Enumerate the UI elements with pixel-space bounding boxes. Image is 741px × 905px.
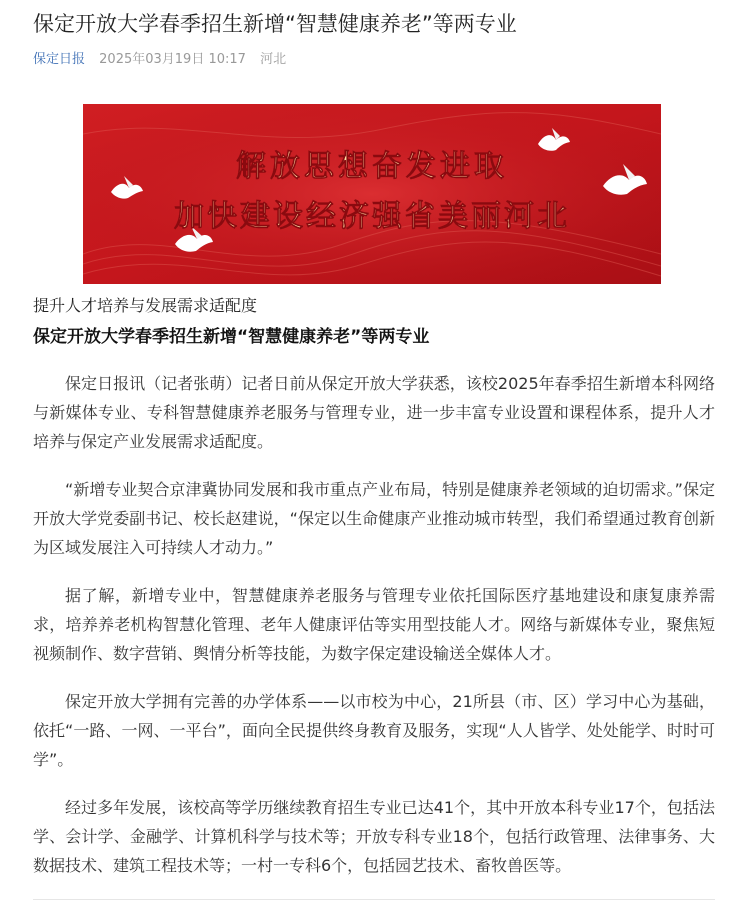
source-link[interactable]: 保定日报 xyxy=(33,52,86,67)
region-label: 河北 xyxy=(260,52,287,67)
paragraph: 据了解，新增专业中，智慧健康养老服务与管理专业依托国际医疗基地建设和康复康养需求，培养养老机构智慧化管理、老年人健康评估等实用型技能人才。网络与新媒体专业，聚焦短视频制作、数字营销、舆情分析等技能，为数字保定建设输送全媒体人才。 xyxy=(33,586,715,663)
article-title: 保定开放大学春季招生新增“智慧健康养老”等两专业 xyxy=(33,327,430,347)
banner-slogan-line1: 解放思想奋发进取 xyxy=(236,149,508,184)
paragraph: 经过多年发展，该校高等学历继续教育招生专业已达41个，其中开放本科专业17个，包括法学、会计学、金融学、计算机科学与技术等；开放专科专业18个，包括行政管理、法律事务、大数据技术、建筑工程技术等；一村一专科6个，包括园艺技术、畜牧兽医等。 xyxy=(33,798,715,875)
publish-time: 2025年03月19日 10:17 xyxy=(99,52,246,67)
banner-image xyxy=(83,104,661,284)
article-meta xyxy=(33,51,286,69)
banner-slogan-line2: 加快建设经济强省美丽河北 xyxy=(174,199,570,234)
divider xyxy=(33,899,715,900)
article-body xyxy=(33,369,715,899)
paragraph: 保定开放大学拥有完善的办学体系——以市校为中心，21所县（市、区）学习中心为基础，依托“一路、一网、一平台”，面向全民提供终身教育及服务，实现“人人皆学、处处能学、时时可学”。 xyxy=(33,692,715,769)
paragraph: “新增专业契合京津冀协同发展和我市重点产业布局，特别是健康养老领域的迫切需求。”保定开放大学党委副书记、校长赵建说，“保定以生命健康产业推动城市转型，我们希望通过教育创新为区域发展注入可持续人才动力。” xyxy=(33,480,715,557)
paragraph: 保定日报讯（记者张萌）记者日前从保定开放大学获悉，该校2025年春季招生新增本科网络与新媒体专业、专科智慧健康养老服务与管理专业，进一步丰富专业设置和课程体系，提升人才培养与保定产业发展需求适配度。 xyxy=(33,374,715,451)
page-title: 保定开放大学春季招生新增“智慧健康养老”等两专业 xyxy=(33,12,517,36)
article-subhead: 提升人才培养与发展需求适配度 xyxy=(33,296,258,315)
